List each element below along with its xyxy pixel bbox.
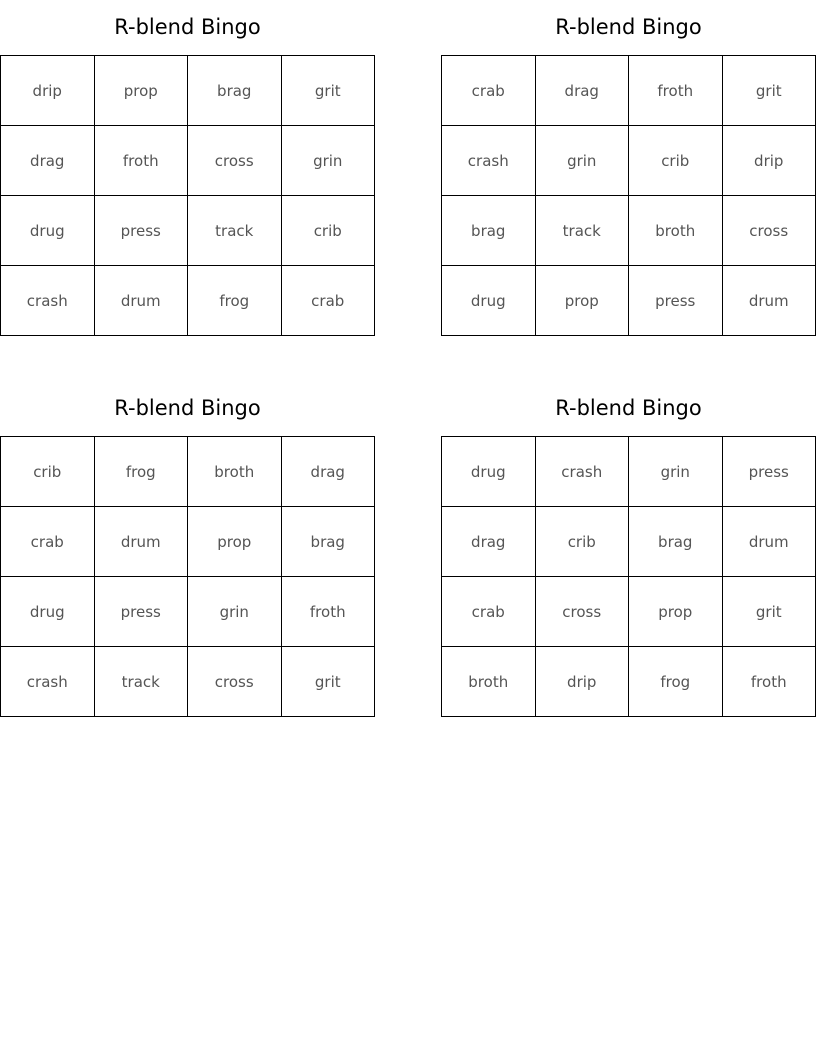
bingo-cell: track (94, 647, 188, 717)
bingo-cell: grin (188, 577, 282, 647)
bingo-grid (441, 436, 816, 717)
bingo-cell: drum (94, 507, 188, 577)
bingo-cell: prop (535, 266, 629, 336)
bingo-row (442, 647, 816, 717)
bingo-cell: drum (94, 266, 188, 336)
bingo-cell: grit (722, 577, 816, 647)
bingo-cell: prop (94, 56, 188, 126)
bingo-cell: froth (281, 577, 375, 647)
bingo-cell: grin (281, 126, 375, 196)
bingo-cell: froth (629, 56, 723, 126)
bingo-cell: crib (629, 126, 723, 196)
bingo-cell: froth (722, 647, 816, 717)
bingo-row (442, 196, 816, 266)
bingo-grid (441, 55, 816, 336)
bingo-cell: drip (1, 56, 95, 126)
card-title: R-blend Bingo (555, 396, 702, 420)
bingo-cell: track (535, 196, 629, 266)
bingo-card (441, 381, 816, 717)
bingo-cell: cross (188, 647, 282, 717)
bingo-cell: crab (442, 577, 536, 647)
bingo-cell: crash (442, 126, 536, 196)
bingo-row (1, 647, 375, 717)
bingo-row (442, 437, 816, 507)
bingo-cell: drip (535, 647, 629, 717)
bingo-cell: grit (281, 56, 375, 126)
bingo-row (1, 437, 375, 507)
bingo-cell: brag (281, 507, 375, 577)
card-title: R-blend Bingo (114, 396, 261, 420)
bingo-row (1, 126, 375, 196)
bingo-cell: cross (188, 126, 282, 196)
bingo-cell: grin (535, 126, 629, 196)
bingo-cell: press (722, 437, 816, 507)
bingo-cell: brag (188, 56, 282, 126)
bingo-cell: crib (535, 507, 629, 577)
bingo-cell: broth (442, 647, 536, 717)
bingo-cell: track (188, 196, 282, 266)
bingo-cell: drag (535, 56, 629, 126)
bingo-row (442, 266, 816, 336)
bingo-cell: cross (722, 196, 816, 266)
bingo-row (1, 577, 375, 647)
bingo-row (442, 507, 816, 577)
card-title: R-blend Bingo (555, 15, 702, 39)
bingo-cell: prop (629, 577, 723, 647)
bingo-cell: grit (281, 647, 375, 717)
bingo-card (0, 0, 375, 336)
bingo-cell: drum (722, 266, 816, 336)
bingo-cell: brag (629, 507, 723, 577)
bingo-cell: crash (1, 647, 95, 717)
bingo-cell: brag (442, 196, 536, 266)
bingo-row (1, 266, 375, 336)
card-title: R-blend Bingo (114, 15, 261, 39)
bingo-cell: drag (442, 507, 536, 577)
bingo-cell: froth (94, 126, 188, 196)
bingo-row (1, 196, 375, 266)
bingo-cell: prop (188, 507, 282, 577)
bingo-cell: press (629, 266, 723, 336)
bingo-row (442, 126, 816, 196)
bingo-cell: cross (535, 577, 629, 647)
bingo-card (441, 0, 816, 336)
bingo-cell: crab (442, 56, 536, 126)
bingo-cell: drum (722, 507, 816, 577)
bingo-cell: crib (1, 437, 95, 507)
bingo-cell: crib (281, 196, 375, 266)
bingo-grid (0, 55, 375, 336)
bingo-cell: crash (1, 266, 95, 336)
bingo-row (442, 577, 816, 647)
bingo-cell: drag (1, 126, 95, 196)
bingo-row (1, 507, 375, 577)
bingo-grid (0, 436, 375, 717)
bingo-cell: crab (1, 507, 95, 577)
bingo-cell: frog (629, 647, 723, 717)
bingo-cell: drug (442, 437, 536, 507)
bingo-card (0, 381, 375, 717)
bingo-cell: drip (722, 126, 816, 196)
bingo-cell: drug (1, 577, 95, 647)
bingo-cell: drag (281, 437, 375, 507)
bingo-row (442, 56, 816, 126)
bingo-cell: broth (188, 437, 282, 507)
bingo-cell: drug (442, 266, 536, 336)
bingo-cell: press (94, 196, 188, 266)
bingo-cell: crab (281, 266, 375, 336)
bingo-cell: drug (1, 196, 95, 266)
bingo-cell: broth (629, 196, 723, 266)
bingo-cell: grin (629, 437, 723, 507)
bingo-row (1, 56, 375, 126)
bingo-cell: frog (94, 437, 188, 507)
bingo-cell: press (94, 577, 188, 647)
bingo-cell: grit (722, 56, 816, 126)
bingo-cell: frog (188, 266, 282, 336)
bingo-cell: crash (535, 437, 629, 507)
